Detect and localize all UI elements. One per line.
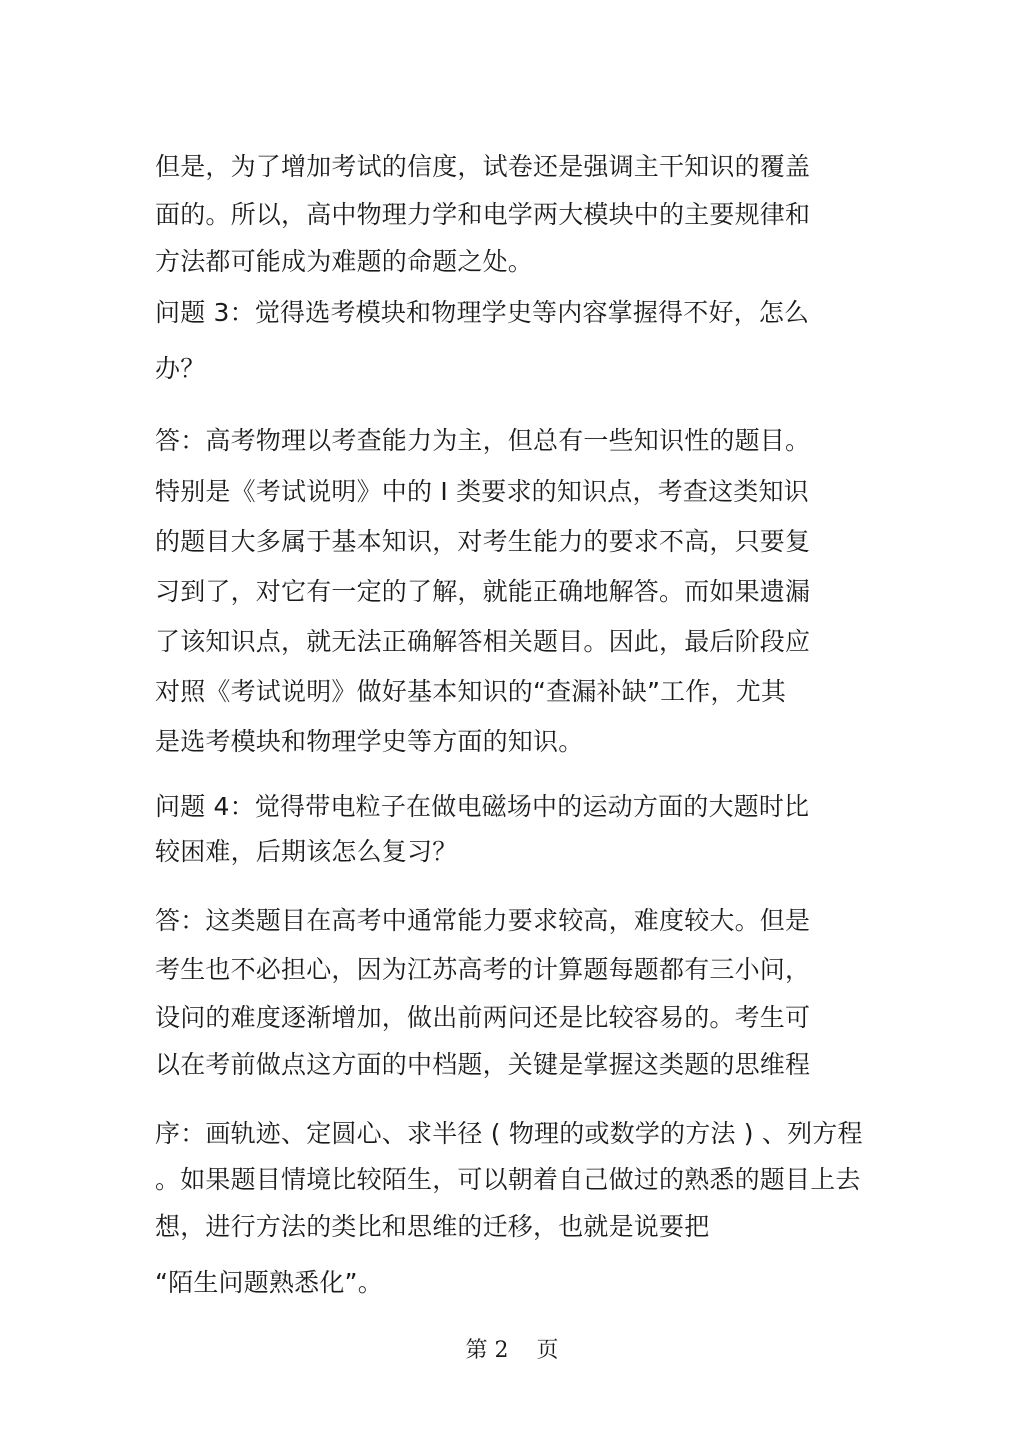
question-line: 问题 4：觉得带电粒子在做电磁场中的运动方面的大题时比 (155, 792, 810, 821)
answer-line: 答：高考物理以考查能力为主，但总有一些知识性的题目。 (155, 426, 811, 455)
text-line: 但是，为了增加考试的信度，试卷还是强调主干知识的覆盖 (155, 152, 811, 181)
text-line: 方法都可能成为难题的命题之处。 (155, 247, 534, 276)
text-line: 序：画轨迹、定圆心、求半径 ( 物理的或数学的方法 ) 、列方程 (155, 1119, 863, 1148)
answer-line: 考生也不必担心，因为江苏高考的计算题每题都有三小问， (155, 955, 811, 984)
text-line: 。如果题目情境比较陌生，可以朝着自己做过的熟悉的题目上去 (155, 1165, 861, 1194)
answer-line: 是选考模块和物理学史等方面的知识。 (155, 727, 584, 756)
text-line: “陌生问题熟悉化”。 (155, 1268, 383, 1297)
answer-line: 设问的难度逐渐增加，做出前两问还是比较容易的。考生可 (155, 1003, 811, 1032)
question-line: 办？ (155, 354, 206, 383)
page-number: 第 2 页 (465, 1338, 559, 1363)
answer-line: 的题目大多属于基本知识，对考生能力的要求不高，只要复 (155, 527, 811, 556)
answer-line: 特别是《考试说明》中的 Ⅰ 类要求的知识点，考查这类知识 (155, 477, 809, 506)
question-line: 较困难，后期该怎么复习？ (155, 837, 458, 866)
text-line: 想，进行方法的类比和思维的迁移，也就是说要把 (155, 1212, 710, 1241)
answer-line: 答：这类题目在高考中通常能力要求较高，难度较大。但是 (155, 906, 811, 935)
answer-line: 习到了，对它有一定的了解，就能正确地解答。而如果遗漏 (155, 577, 811, 606)
answer-line: 了该知识点，就无法正确解答相关题目。因此，最后阶段应 (155, 627, 811, 656)
question-line: 问题 3：觉得选考模块和物理学史等内容掌握得不好，怎么 (155, 298, 810, 327)
answer-line: 对照《考试说明》做好基本知识的“查漏补缺”工作，尤其 (155, 677, 787, 706)
answer-line: 以在考前做点这方面的中档题，关键是掌握这类题的思维程 (155, 1050, 811, 1079)
text-line: 面的。所以，高中物理力学和电学两大模块中的主要规律和 (155, 200, 811, 229)
